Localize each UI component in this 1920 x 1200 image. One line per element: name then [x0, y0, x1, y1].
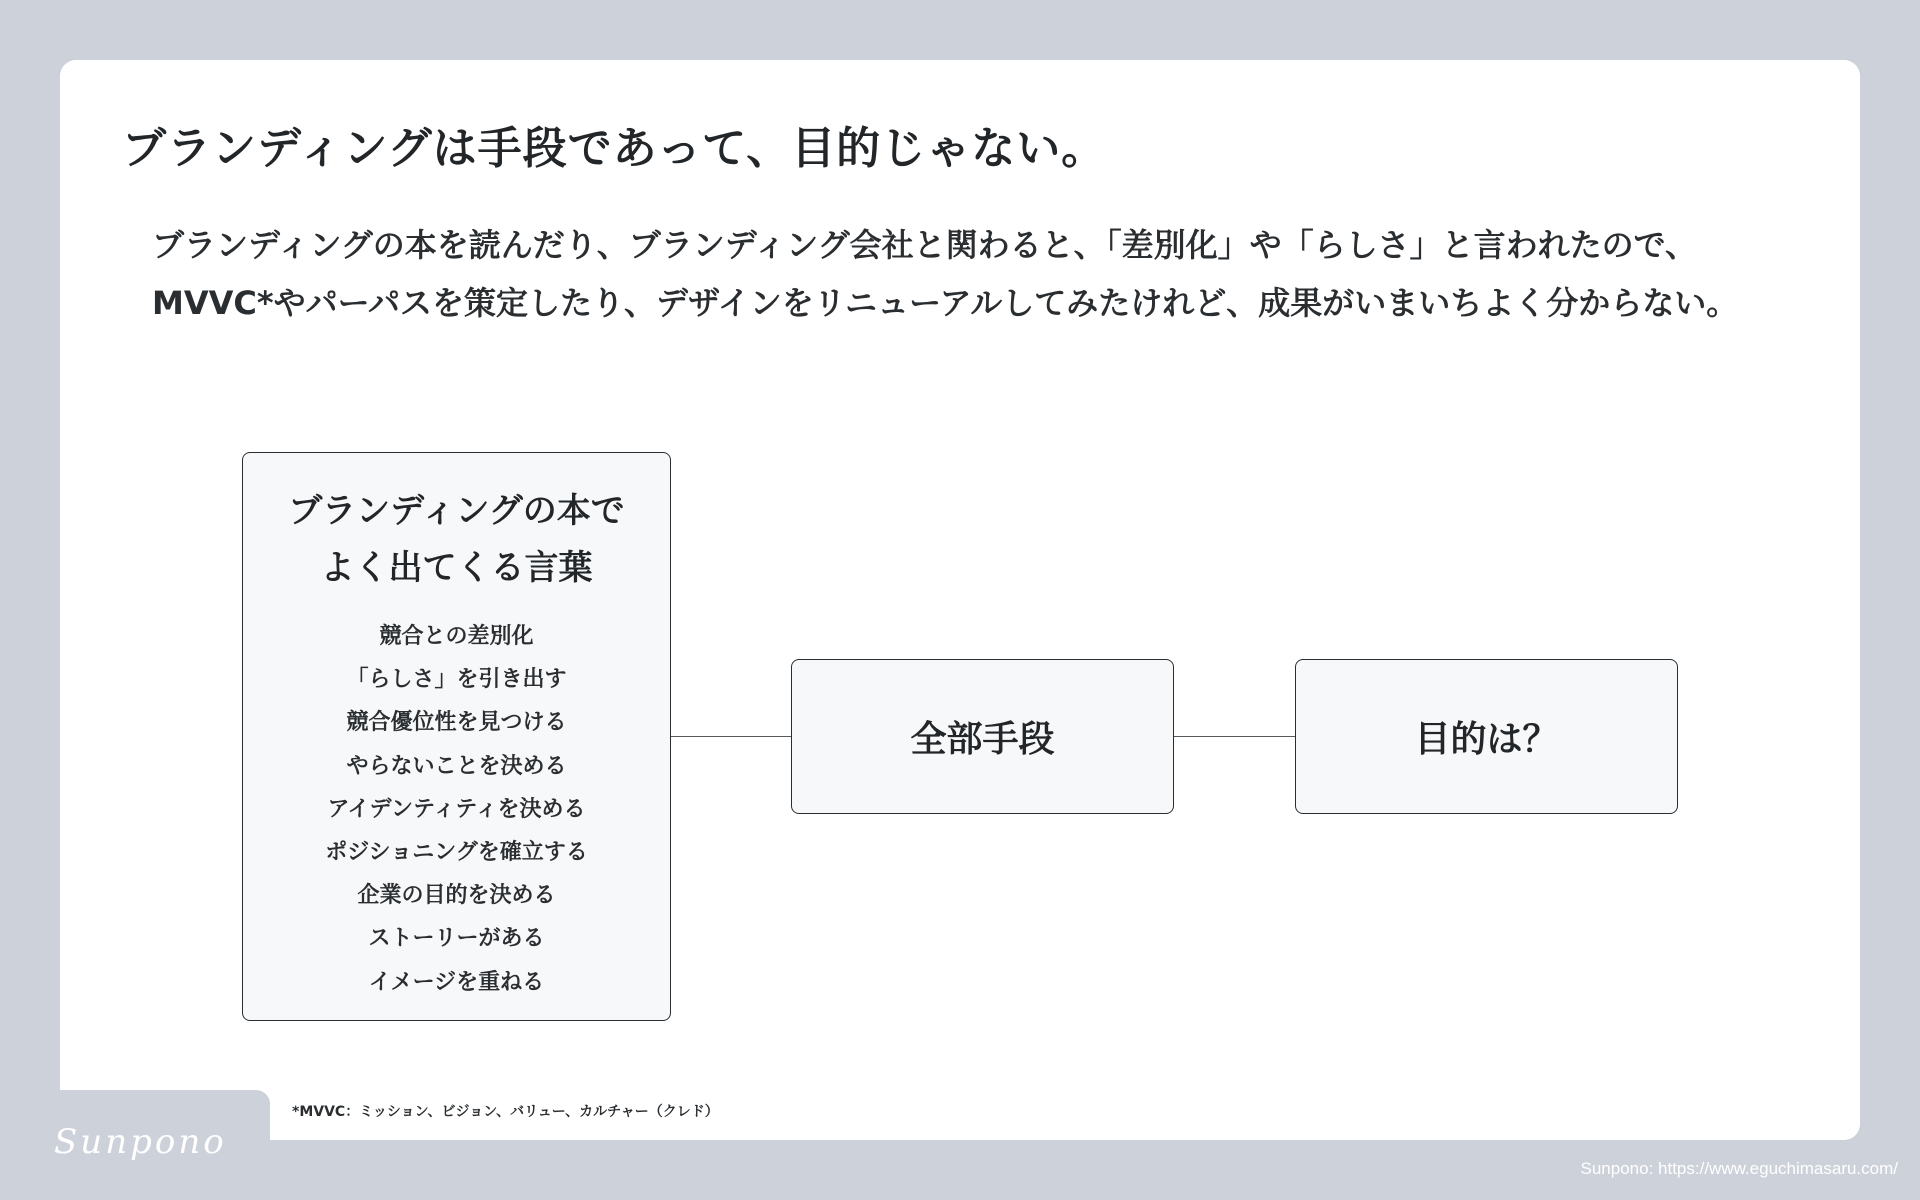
branding-word-item: アイデンティティを決める: [327, 796, 586, 822]
credit-text: Sunpono: https://www.eguchimasaru.com/: [1580, 1159, 1898, 1178]
branding-words-box: [242, 452, 671, 1021]
branding-words-heading: [243, 483, 670, 597]
branding-word-item: 競合との差別化: [379, 624, 534, 649]
branding-words-list: [243, 615, 670, 1004]
branding-words-heading-line1: ブランディングの本で: [288, 491, 625, 531]
branding-word-item: イメージを重ねる: [368, 969, 545, 995]
footnote: *MVVC：ミッション、ビジョン、バリュー、カルチャー（クレド）: [292, 1104, 719, 1120]
sunpono-logo: Sunpono: [54, 1122, 227, 1162]
connector-line-words-to-means: [671, 736, 791, 737]
means-box-label: 全部手段: [910, 719, 1055, 760]
lead-paragraph: ブランディングの本を読んだり、ブランディング会社と関わると、「差別化」や「らしさ」と言われたので、MVVC*やパーパスを策定したり、デザインをリニューアルしてみたけれど、成果がいまいちよく分からない。: [152, 226, 1739, 322]
slide-title: ブランディングは手段であって、目的じゃない。: [122, 123, 1107, 174]
branding-word-item: やらないことを決める: [346, 753, 567, 779]
branding-words-heading-line2: よく出てくる言葉: [320, 548, 593, 588]
purpose-box-label: 目的は？: [1414, 719, 1559, 760]
means-box: [791, 659, 1174, 814]
purpose-box: [1295, 659, 1678, 814]
branding-word-item: ポジショニングを確立する: [325, 840, 588, 866]
connector-line-means-to-purpose: [1174, 736, 1295, 737]
branding-word-item: 「らしさ」を引き出す: [346, 667, 567, 693]
branding-word-item: 競合優位性を見つける: [346, 710, 567, 736]
branding-word-item: ストーリーがある: [368, 926, 545, 952]
branding-word-item: 企業の目的を決める: [357, 883, 556, 909]
